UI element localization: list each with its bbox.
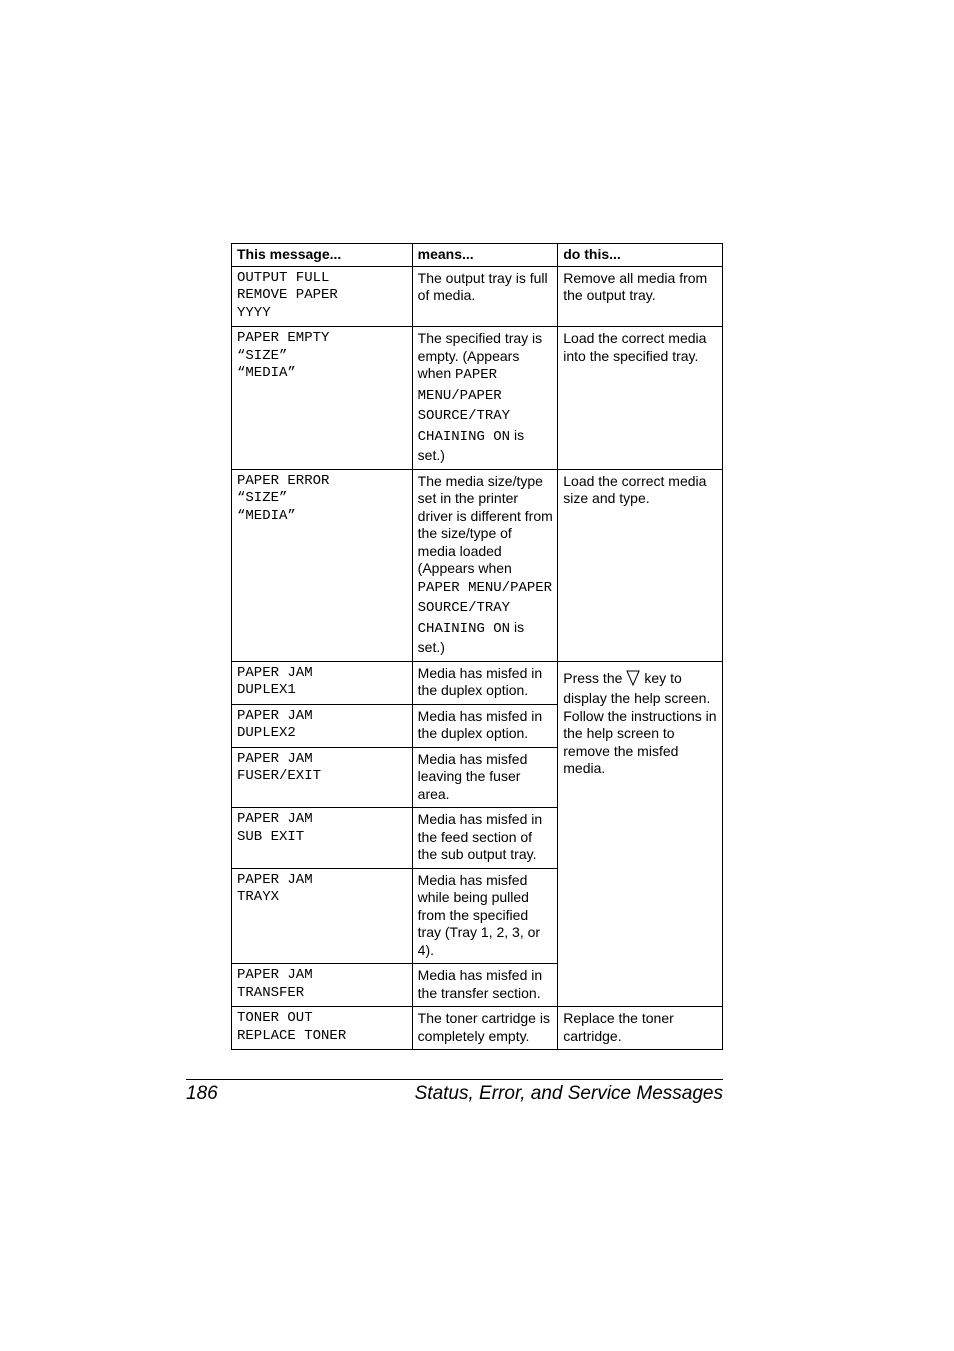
message-line: “SIZE” (237, 490, 288, 506)
menu-path: PAPER MENU/PAPER SOURCE/TRAY CHAINING ON (417, 367, 511, 445)
means-text: The media size/type set in the printer driver is different from the size/type of media loaded (Appears when (417, 472, 553, 576)
means-text: The output tray is full of media. (417, 269, 548, 303)
table-row (232, 327, 723, 470)
means-cell (412, 1007, 558, 1050)
message-line: “MEDIA” (237, 507, 296, 524)
means-text: is set.) (417, 426, 525, 463)
means-text: Media has misfed in the duplex option. (417, 664, 543, 698)
message-cell (232, 964, 413, 1007)
means-cell (412, 266, 558, 327)
means-text: Media has misfed in the transfer section. (417, 967, 543, 1001)
message-line: DUPLEX1 (237, 682, 296, 698)
message-table (231, 243, 723, 1050)
table-body (232, 266, 723, 1050)
message-line: DUPLEX2 (237, 725, 296, 741)
means-cell (412, 964, 558, 1007)
down-arrow-key-icon (626, 670, 640, 691)
message-line: “MEDIA” (237, 365, 296, 381)
action-cell: Replace the toner cartridge. (558, 1007, 723, 1050)
action-cell: Load the correct media into the specified tray. (558, 327, 723, 470)
means-text: Media has misfed in the duplex option. (417, 707, 543, 741)
means-text: is set.) (417, 618, 525, 655)
message-cell (232, 747, 413, 808)
table-row (232, 661, 723, 704)
message-line: REMOVE PAPER (237, 287, 338, 303)
message-line: OUTPUT FULL (237, 269, 330, 286)
message-line: PAPER JAM (237, 707, 313, 724)
message-line: PAPER JAM (237, 750, 313, 767)
header-action: do this... (558, 244, 723, 267)
jam-action-cell (558, 661, 723, 1007)
table-row (232, 266, 723, 327)
jam-action-text-start: Press the (563, 669, 623, 686)
message-line: PAPER JAM (237, 871, 313, 888)
jam-action-text-end: key to display the help screen. Follow the instructions in the help screen to remove the misfed media. (563, 669, 717, 776)
message-line: “SIZE” (237, 347, 288, 364)
means-cell (412, 704, 558, 747)
message-cell (232, 868, 413, 964)
action-cell: Load the correct media size and type. (558, 469, 723, 661)
table-row (232, 469, 723, 661)
menu-path: PAPER MENU/PAPER SOURCE/TRAY CHAINING ON (417, 579, 553, 637)
message-line: PAPER JAM (237, 811, 313, 827)
message-cell (232, 808, 413, 869)
means-text: Media has misfed in the feed section of the sub output tray. (417, 811, 543, 862)
means-cell (412, 808, 558, 869)
table-header-row (232, 244, 723, 267)
message-line: TONER OUT (237, 1010, 313, 1026)
message-line: FUSER/EXIT (237, 768, 322, 784)
page-number: 186 (186, 1083, 218, 1104)
message-line: PAPER JAM (237, 967, 313, 983)
means-text: Media has misfed leaving the fuser area. (417, 750, 528, 802)
header-means: means... (412, 244, 558, 267)
message-cell (232, 1007, 413, 1050)
message-line: SUB EXIT (237, 828, 305, 845)
message-line: TRANSFER (237, 984, 305, 1001)
message-line: YYYY (237, 304, 271, 321)
message-cell (232, 661, 413, 704)
footer-rule (186, 1079, 723, 1080)
means-cell (412, 747, 558, 808)
header-message: This message... (232, 244, 413, 267)
table-row (232, 1007, 723, 1050)
message-line: REPLACE TONER (237, 1027, 347, 1044)
means-cell (412, 469, 558, 661)
means-text: The specified tray is empty. (Appears when (417, 330, 543, 381)
action-cell: Remove all media from the output tray. (558, 266, 723, 327)
means-cell (412, 868, 558, 964)
message-line: PAPER JAM (237, 664, 313, 681)
means-text: The toner cartridge is completely empty. (417, 1010, 550, 1044)
means-text: Media has misfed while being pulled from the specified tray (Tray 1, 2, 3, or 4). (417, 871, 541, 958)
message-cell (232, 327, 413, 470)
message-line: PAPER ERROR (237, 472, 330, 489)
message-cell (232, 704, 413, 747)
message-cell (232, 266, 413, 327)
message-cell (232, 469, 413, 661)
means-cell (412, 327, 558, 470)
section-title: Status, Error, and Service Messages (414, 1083, 723, 1104)
message-line: PAPER EMPTY (237, 330, 330, 346)
message-line: TRAYX (237, 889, 280, 905)
means-cell (412, 661, 558, 704)
